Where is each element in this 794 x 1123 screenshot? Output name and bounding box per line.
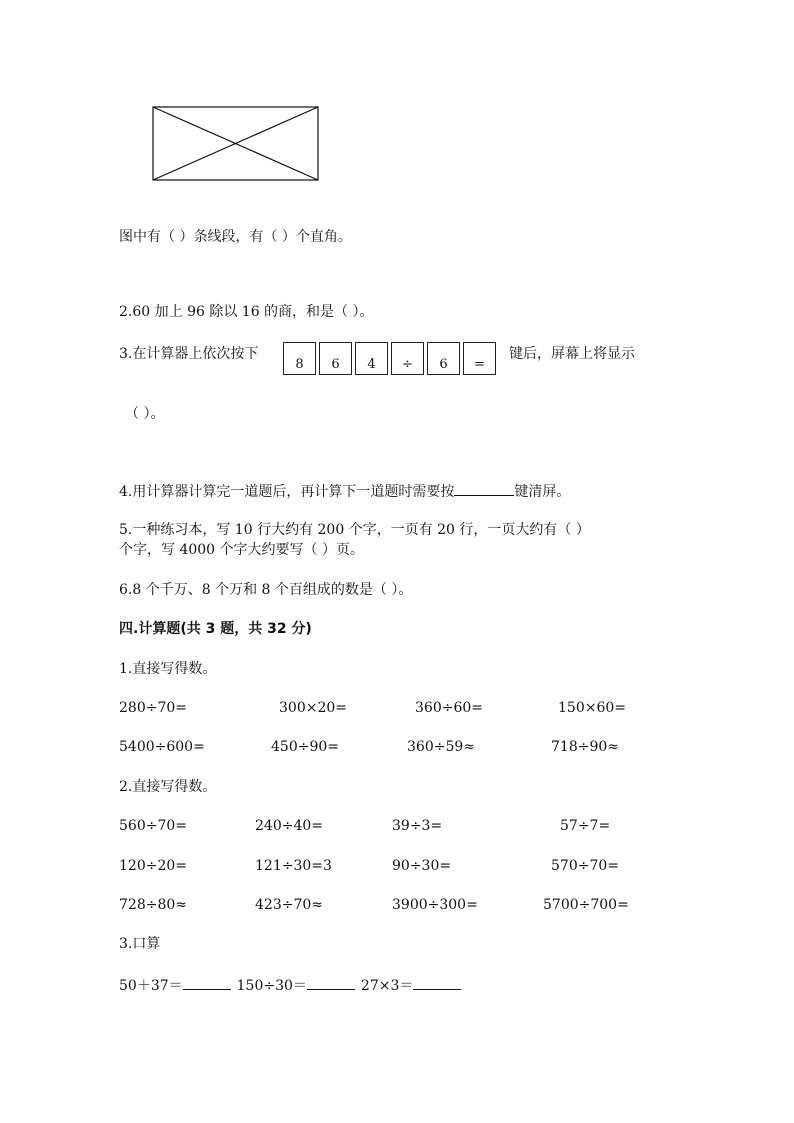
section-4-title: 四.计算题(共 3 题，共 32 分) — [119, 621, 312, 637]
calc-item: 120÷20= — [119, 858, 187, 874]
calc-item: 5700÷700= — [543, 897, 629, 913]
question-4-text — [119, 481, 570, 501]
calculator-key-sequence — [283, 342, 499, 378]
oral-calc-row — [119, 975, 461, 995]
question-5-line-2: 个字，写 4000 个字大约要写（ ）页。 — [119, 542, 364, 558]
oral-calc-item: 150÷30＝ — [236, 978, 307, 994]
calc-item: 300×20= — [279, 700, 347, 716]
calc-item: 90÷30= — [392, 858, 452, 874]
calc-item: 360÷59≈ — [407, 739, 475, 755]
calc-item: 240÷40= — [255, 818, 323, 834]
calc-item: 121÷30=3 — [255, 858, 332, 874]
calculator-key: 6 — [427, 342, 460, 375]
calc-item: 3900÷300= — [392, 897, 478, 913]
calc-item: 423÷70≈ — [255, 897, 323, 913]
calc-2-title: 2.直接写得数。 — [119, 779, 217, 795]
question-3-answer-blank: （ ）。 — [125, 406, 165, 422]
calc-item: 360÷60= — [415, 700, 483, 716]
calc-item: 728÷80≈ — [119, 897, 187, 913]
calc-1-title: 1.直接写得数。 — [119, 661, 217, 677]
calculator-key: = — [463, 342, 496, 375]
calc-item: 560÷70= — [119, 818, 187, 834]
calculator-key: 4 — [355, 342, 388, 375]
oral-calc-item: 50＋37＝ — [119, 978, 183, 994]
question-3-suffix: 键后，屏幕上将显示 — [509, 346, 635, 362]
question-6-text: 6.8 个千万、8 个万和 8 个百组成的数是（ ）。 — [119, 582, 413, 598]
calculator-key: 6 — [319, 342, 352, 375]
calc-item: 57÷7= — [560, 818, 611, 834]
calc-item: 150×60= — [558, 700, 626, 716]
answer-blank — [454, 481, 514, 496]
question-4-prefix: 4.用计算器计算完一道题后，再计算下一道题时需要按 — [119, 484, 455, 500]
oral-calc-item: 27×3＝ — [360, 978, 414, 994]
calc-item: 570÷70= — [551, 858, 619, 874]
calc-3-title: 3.口算 — [119, 936, 161, 952]
question-1-text: 图中有（ ）条线段，有（ ）个直角。 — [119, 229, 352, 245]
answer-blank — [413, 975, 461, 990]
calculator-key: 8 — [283, 342, 316, 375]
question-4-suffix: 键清屏。 — [514, 484, 571, 500]
calc-item: 450÷90= — [271, 739, 339, 755]
answer-blank — [183, 975, 231, 990]
calculator-key: ÷ — [391, 342, 424, 375]
calc-item: 39÷3= — [392, 818, 443, 834]
question-3-prefix: 3.在计算器上依次按下 — [119, 346, 259, 362]
question-5-line-1: 5.一种练习本，写 10 行大约有 200 个字，一页有 20 行，一页大约有（ ） — [119, 522, 590, 538]
calc-item: 280÷70= — [119, 700, 187, 716]
question-2-text: 2.60 加上 96 除以 16 的商，和是（ ）。 — [119, 304, 374, 320]
rectangle-diagonals-figure — [152, 106, 320, 182]
calc-item: 5400÷600= — [119, 739, 205, 755]
calc-item: 718÷90≈ — [551, 739, 619, 755]
answer-blank — [307, 975, 355, 990]
